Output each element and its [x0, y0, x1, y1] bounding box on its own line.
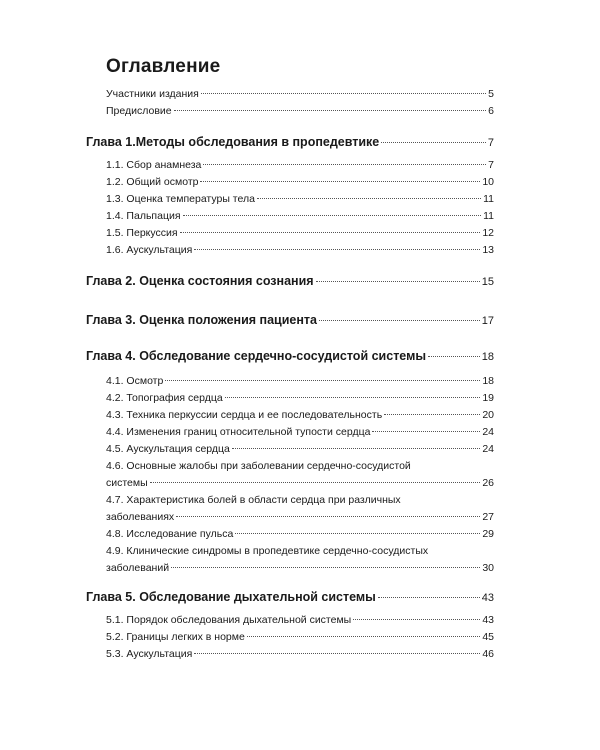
- dot-leader: [183, 215, 482, 216]
- dot-leader: [428, 356, 480, 357]
- toc-chapter-title: Глава 5. Обследование дыхательной системы: [86, 590, 376, 604]
- toc-entry-title: Участники издания: [106, 88, 199, 100]
- dot-leader: [150, 482, 481, 483]
- toc-entry-page: 10: [482, 176, 494, 188]
- toc-entry-4-2[interactable]: [106, 392, 494, 404]
- toc-entry-title: 4.8. Исследование пульса: [106, 528, 234, 540]
- dot-leader: [201, 93, 486, 94]
- dot-leader: [171, 567, 480, 568]
- toc-entry-1-6[interactable]: [106, 244, 494, 256]
- toc-entry-preface[interactable]: [106, 105, 494, 117]
- toc-entry-title: 4.3. Техника перкуссии сердца и ее последовательность: [106, 409, 383, 421]
- toc-entry-title: 5.3. Аускультация: [106, 648, 193, 660]
- toc-chapter-page: 43: [481, 592, 494, 604]
- toc-entry-page: 26: [482, 477, 494, 489]
- toc-entry-title: 4.1. Осмотр: [106, 375, 164, 387]
- toc-chapter-page: 18: [481, 351, 494, 363]
- dot-leader: [381, 142, 486, 143]
- toc-chapter-page: 15: [481, 276, 494, 288]
- toc-entry-1-3[interactable]: [106, 193, 494, 205]
- toc-entry-page: 18: [482, 375, 494, 387]
- dot-leader: [247, 636, 481, 637]
- toc-entry-page: 20: [482, 409, 494, 421]
- dot-leader: [174, 110, 487, 111]
- toc-chapter-5[interactable]: [86, 590, 494, 604]
- dot-leader: [353, 619, 480, 620]
- toc-entry-title: 4.4. Изменения границ относительной тупости сердца: [106, 426, 371, 438]
- toc-entry-4-4[interactable]: [106, 426, 494, 438]
- dot-leader: [378, 597, 480, 598]
- toc-chapter-page: 7: [487, 137, 494, 149]
- toc-entry-contributors[interactable]: [106, 88, 494, 100]
- dot-leader: [235, 533, 480, 534]
- toc-entry-page: 24: [482, 443, 494, 455]
- toc-entry-4-7[interactable]: [106, 511, 494, 523]
- dot-leader: [232, 448, 480, 449]
- toc-entry-page: 29: [482, 528, 494, 540]
- toc-entry-title: 5.1. Порядок обследования дыхательной системы: [106, 614, 352, 626]
- toc-entry-page: 6: [488, 105, 494, 117]
- toc-entry-5-3[interactable]: [106, 648, 494, 660]
- toc-entry-page: 24: [482, 426, 494, 438]
- toc-entry-title: 5.2. Границы легких в норме: [106, 631, 245, 643]
- toc-chapter-title: Глава 4. Обследование сердечно-сосудистой системы: [86, 349, 427, 363]
- toc-entry-page: 7: [488, 159, 494, 171]
- toc-entry-1-1[interactable]: [106, 159, 494, 171]
- toc-entry-4-3[interactable]: [106, 409, 494, 421]
- toc-entry-page: 11: [483, 193, 494, 205]
- toc-entry-title: заболеваниях: [106, 511, 175, 523]
- toc-entry-5-2[interactable]: [106, 631, 494, 643]
- toc-entry-4-5[interactable]: [106, 443, 494, 455]
- toc-entry-title: 4.2. Топография сердца: [106, 392, 223, 404]
- toc-entry-title: 1.4. Пальпация: [106, 210, 181, 222]
- dot-leader: [319, 320, 480, 321]
- toc-entry-1-4[interactable]: [106, 210, 494, 222]
- dot-leader: [203, 164, 486, 165]
- toc-entry-title: 1.5. Перкуссия: [106, 227, 178, 239]
- toc-entry-4-9[interactable]: [106, 562, 494, 574]
- toc-entry-page: 43: [482, 614, 494, 626]
- toc-entry-title: системы: [106, 477, 148, 489]
- dot-leader: [194, 249, 480, 250]
- toc-chapter-title: Глава 1.Методы обследования в пропедевтике: [86, 135, 380, 149]
- toc-heading: Оглавление: [106, 56, 221, 77]
- toc-entry-4-8[interactable]: [106, 528, 494, 540]
- toc-chapter-title: Глава 3. Оценка положения пациента: [86, 313, 318, 327]
- toc-chapter-1[interactable]: [86, 135, 494, 149]
- toc-entry-4-1[interactable]: [106, 375, 494, 387]
- toc-entry-title: 1.3. Оценка температуры тела: [106, 193, 255, 205]
- toc-entry-page: 12: [482, 227, 494, 239]
- toc-entry-4-6[interactable]: [106, 477, 494, 489]
- dot-leader: [176, 516, 480, 517]
- toc-chapter-page: 17: [481, 315, 494, 327]
- toc-entry-page: 13: [482, 244, 494, 256]
- toc-entry-page: 11: [483, 210, 494, 222]
- dot-leader: [372, 431, 480, 432]
- toc-entry-page: 19: [482, 392, 494, 404]
- toc-entry-4-7-line1[interactable]: 4.7. Характеристика болей в области сердца при различных: [106, 494, 401, 506]
- toc-chapter-2[interactable]: [86, 274, 494, 288]
- toc-entry-title: 1.1. Сбор анамнеза: [106, 159, 202, 171]
- dot-leader: [384, 414, 480, 415]
- toc-entry-page: 27: [482, 511, 494, 523]
- toc-entry-title: 1.6. Аускультация: [106, 244, 193, 256]
- toc-entry-page: 45: [482, 631, 494, 643]
- toc-entry-page: 30: [482, 562, 494, 574]
- toc-entry-page: 46: [482, 648, 494, 660]
- dot-leader: [194, 653, 480, 654]
- toc-entry-page: 5: [488, 88, 494, 100]
- dot-leader: [200, 181, 480, 182]
- toc-entry-title: 1.2. Общий осмотр: [106, 176, 199, 188]
- toc-chapter-title: Глава 2. Оценка состояния сознания: [86, 274, 314, 288]
- toc-entry-title: Предисловие: [106, 105, 172, 117]
- dot-leader: [165, 380, 480, 381]
- dot-leader: [257, 198, 481, 199]
- toc-entry-1-2[interactable]: [106, 176, 494, 188]
- toc-chapter-4[interactable]: [86, 349, 494, 363]
- dot-leader: [225, 397, 481, 398]
- toc-entry-1-5[interactable]: [106, 227, 494, 239]
- toc-entry-5-1[interactable]: [106, 614, 494, 626]
- toc-entry-4-6-line1[interactable]: 4.6. Основные жалобы при заболевании сердечно-сосудистой: [106, 460, 411, 472]
- dot-leader: [316, 281, 480, 282]
- toc-chapter-3[interactable]: [86, 313, 494, 327]
- toc-entry-4-9-line1[interactable]: 4.9. Клинические синдромы в пропедевтике сердечно-сосудистых: [106, 545, 429, 557]
- toc-entry-title: 4.5. Аускультация сердца: [106, 443, 230, 455]
- toc-entry-title: заболеваний: [106, 562, 170, 574]
- dot-leader: [180, 232, 481, 233]
